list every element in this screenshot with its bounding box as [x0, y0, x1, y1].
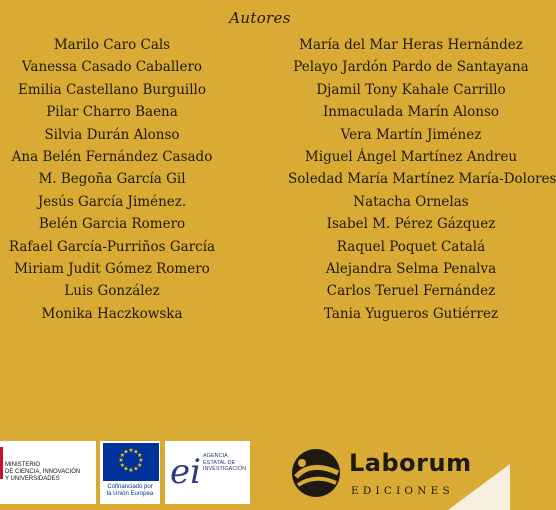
ministry-text [5, 462, 80, 483]
author-name: Vanessa Casado Caballero [21, 59, 203, 76]
svg-text:★: ★ [119, 462, 125, 469]
aei-line: ESTATAL DE [203, 459, 236, 466]
author-name: Ana Belén Fernández Casado [11, 149, 213, 166]
author-name: Miriam Judit Gómez Romero [14, 261, 210, 278]
author-name: Jesús García Jiménez. [37, 193, 187, 210]
aei-ei-icon [168, 447, 204, 497]
author-name: Rafael García-Purriños García [8, 238, 216, 255]
author-name: Carlos Teruel Fernández [326, 283, 496, 300]
author-name: Raquel Poquet Catalá [336, 238, 486, 255]
ministry-line: Y UNIVERSIDADES [5, 476, 60, 482]
authors-heading: Autores [229, 9, 291, 27]
author-name: Djamil Tony Kahale Carrillo [316, 81, 506, 98]
eu-caption-line: la Unión Europea [106, 491, 154, 497]
author-name: Pilar Charro Baena [46, 104, 178, 121]
svg-text:★: ★ [133, 465, 139, 473]
eu-flag-icon [103, 443, 159, 481]
eu-caption-line: Cofinanciado por [107, 484, 153, 490]
authors-list-left [0, 34, 224, 325]
author-name: Soledad María Martínez María-Dolores [288, 171, 556, 188]
svg-text:★: ★ [123, 465, 129, 473]
page-corner [448, 464, 510, 510]
author-name: Alejandra Selma Penalva [325, 261, 497, 278]
author-name: Luis González [64, 283, 160, 300]
ministry-line: MINISTERIO [5, 462, 41, 468]
eu-caption [100, 484, 160, 498]
ministry-logo [0, 441, 96, 504]
svg-text:★: ★ [123, 448, 129, 456]
ministry-line: DE CIENCIA, INNOVACIÓN [5, 469, 81, 475]
authors-list-right [288, 34, 556, 325]
author-name: Emilia Castellano Burguillo [18, 81, 206, 98]
aei-line: INVESTIGACIÓN [203, 466, 247, 472]
aei-text [203, 453, 246, 473]
author-name: Vera Martín Jiménez [340, 126, 482, 143]
publisher-subtitle: EDICIONES [351, 485, 454, 497]
svg-text:★: ★ [128, 447, 134, 454]
author-name: Inmaculada Marín Alonso [322, 104, 500, 121]
author-name: Isabel M. Pérez Gázquez [326, 216, 496, 233]
author-name: Natacha Ornelas [353, 193, 469, 210]
svg-text:★: ★ [128, 467, 134, 474]
svg-text:★: ★ [133, 448, 139, 456]
aei-line: AGENCIA [203, 453, 228, 459]
author-name: Belén Garcia Romero [38, 216, 186, 233]
laborum-mark-icon [288, 447, 346, 499]
author-name: M. Begoña García Gil [38, 171, 186, 188]
eu-logo [100, 441, 160, 504]
author-name: María del Mar Heras Hernández [299, 37, 523, 53]
svg-text:★: ★ [137, 462, 143, 469]
ministry-red-bar [0, 447, 3, 479]
author-name: Marilo Caro Cals [53, 37, 171, 53]
author-name: Tania Yugueros Gutiérrez [323, 305, 499, 322]
author-name: Pelayo Jardón Pardo de Santayana [293, 59, 529, 76]
svg-text:★: ★ [119, 452, 125, 459]
svg-text:★: ★ [118, 457, 124, 464]
publisher-name: Laborum [349, 449, 472, 477]
svg-text:★: ★ [138, 457, 144, 464]
author-name: Miguel Ángel Martínez Andreu [304, 149, 518, 166]
author-name: Monika Haczkowska [41, 305, 183, 322]
svg-text:★: ★ [137, 452, 143, 459]
aei-logo [165, 441, 250, 504]
aei-letter: ei [170, 452, 201, 492]
author-name: Silvia Durán Alonso [44, 126, 180, 143]
